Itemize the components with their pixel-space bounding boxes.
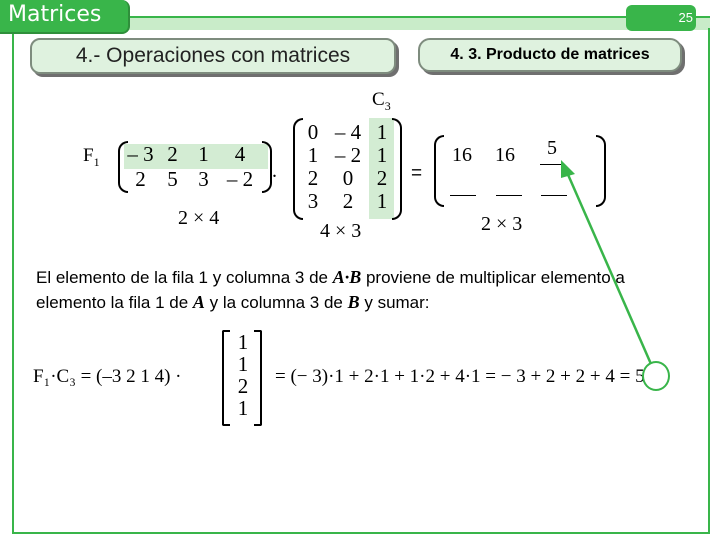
page-number: 25 [626, 5, 696, 31]
matrix-b-cell: 1 [376, 143, 388, 167]
matrix-a-cell: 2 [167, 142, 178, 166]
explanation-l2-a: A [192, 292, 205, 312]
column-label-sub: 3 [384, 98, 391, 113]
explanation-l1-ab: A·B [332, 267, 362, 287]
matrix-c-cell: 16 [452, 144, 472, 166]
matrix-a-cell: 3 [198, 167, 209, 191]
matrix-b-cell: – 4 [334, 120, 362, 144]
arrow-line [566, 170, 651, 364]
matrix-b-cell: 1 [376, 189, 388, 213]
column-label-letter: C [372, 89, 385, 110]
arrow-head-icon [561, 160, 575, 178]
computation-rhs: = (− 3)·1 + 2·1 + 1·2 + 4·1 = − 3 + 2 + 2 + 4 = 5 [275, 366, 645, 387]
matrix-b-cell: 0 [307, 120, 319, 144]
brand-title: Matrices [0, 0, 130, 34]
matrix-b-cell: 3 [307, 189, 319, 213]
explanation-l2-pre: elemento la fila 1 de [36, 293, 193, 312]
computation-lhs: F₁·C₃ = (–3 2 1 4) · [33, 366, 182, 387]
matrix-b-cell: 2 [307, 166, 319, 190]
matrix-a-cell: 1 [198, 142, 209, 166]
column-vector-cell: 1 [237, 352, 249, 376]
matrix-a-cell: – 2 [226, 167, 254, 191]
explanation-l1-post: proviene de multiplicar elemento a [361, 268, 625, 287]
column-vector-cell: 1 [237, 396, 249, 420]
column-vector-cell: 2 [237, 374, 249, 398]
matrix-b-cell: – 2 [334, 143, 362, 167]
tab-section[interactable]: 4.- Operaciones con matrices [30, 38, 396, 74]
explanation-l1-pre: El elemento de la fila 1 y columna 3 de [36, 268, 333, 287]
matrix-b-cell: 2 [376, 166, 388, 190]
explanation-l2-mid: y la columna 3 de [204, 293, 348, 312]
matrix-b-cell: 0 [342, 166, 354, 190]
matrix-a-cell: 4 [234, 142, 246, 166]
multiply-dot: . [272, 160, 277, 182]
matrix-a-dimension: 2 × 4 [178, 207, 220, 229]
explanation-l2-post: y sumar: [359, 293, 430, 312]
row-label-letter: F [83, 145, 94, 166]
explanation-l2-b: B [347, 292, 360, 312]
matrix-b-cell: 1 [307, 143, 319, 167]
matrix-b-cell: 1 [376, 120, 388, 144]
matrix-c-dimension: 2 × 3 [481, 213, 523, 235]
matrix-a-cell: 5 [167, 167, 178, 191]
equals-sign: = [411, 163, 423, 184]
matrix-a-cell: – 3 [127, 142, 154, 166]
matrix-b-dimension: 4 × 3 [320, 220, 362, 242]
matrix-b-cell: 2 [342, 189, 354, 213]
matrix-c-cell-target: 5 [547, 137, 557, 159]
row-label-sub: 1 [93, 154, 100, 169]
matrix-a-cell: 2 [135, 167, 146, 191]
matrix-c-cell: 16 [495, 144, 515, 166]
column-vector-cell: 1 [237, 330, 249, 354]
tab-subsection[interactable]: 4. 3. Producto de matrices [418, 38, 682, 72]
